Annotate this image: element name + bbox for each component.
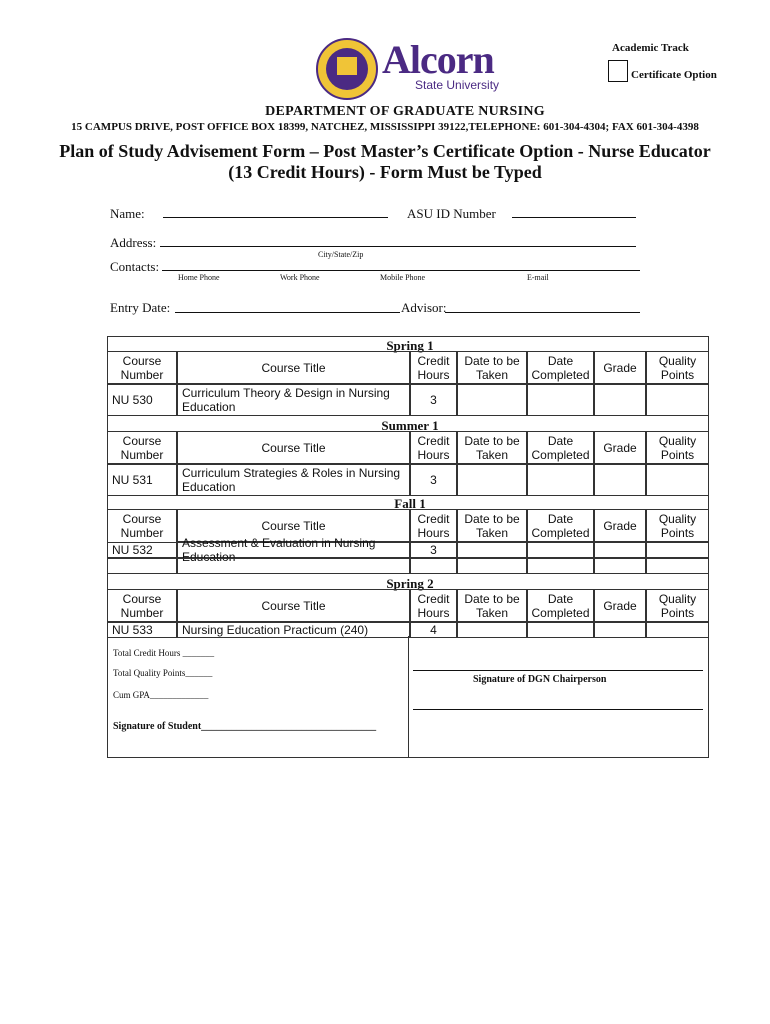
date-taken-cell[interactable] — [457, 384, 527, 416]
city-state-zip-hint: City/State/Zip — [318, 250, 364, 259]
empty-row-cell[interactable] — [107, 558, 177, 574]
empty-row-cell[interactable] — [594, 558, 646, 574]
date-completed-cell[interactable] — [527, 622, 594, 638]
entry-date-label: Entry Date: — [110, 300, 171, 315]
cum-gpa: Cum GPA_____________ — [113, 690, 209, 700]
form-title: Plan of Study Advisement Form – Post Master’s Certificate Option - Nurse Educator — [59, 141, 711, 161]
semester-label: Summer 1 — [381, 418, 439, 433]
column-header: Quality Points — [646, 431, 709, 464]
empty-row-cell[interactable] — [177, 558, 410, 574]
column-header: Credit Hours — [410, 351, 457, 384]
column-header: Grade — [594, 431, 646, 464]
quality-points-cell[interactable] — [646, 542, 709, 558]
quality-points-cell[interactable] — [646, 384, 709, 416]
quality-points-cell[interactable] — [646, 622, 709, 638]
form-subtitle: (13 Credit Hours) - Form Must be Typed — [228, 162, 542, 182]
semester-label: Fall 1 — [394, 496, 426, 511]
certificate-option-label: Certificate Option — [631, 69, 717, 81]
column-header: Course Title — [177, 431, 410, 464]
credit-hours-cell: 4 — [410, 622, 457, 638]
course-title-cell: Nursing Education Practicum (240) — [177, 622, 410, 638]
address-field[interactable] — [160, 246, 636, 247]
empty-row-cell[interactable] — [457, 558, 527, 574]
student-signature: Signature of Student___________________________________ — [113, 721, 377, 732]
dgn-signature-line[interactable] — [413, 670, 703, 671]
column-header: Grade — [594, 351, 646, 384]
column-header: Date Completed — [527, 589, 594, 622]
empty-row-cell[interactable] — [646, 558, 709, 574]
date-completed-cell[interactable] — [527, 464, 594, 496]
address-label: Address: — [110, 235, 157, 250]
date-taken-cell[interactable] — [457, 464, 527, 496]
work-phone-hint: Work Phone — [280, 273, 320, 282]
semester-label: Spring 2 — [386, 576, 434, 591]
department-address: 15 CAMPUS DRIVE, POST OFFICE BOX 18399, NATCHEZ, MISSISSIPPI 39122,TELEPHONE: 601-304-4304; FAX 601-304-4398 — [71, 121, 699, 133]
column-header: Date to be Taken — [457, 431, 527, 464]
credit-hours-cell: 3 — [410, 464, 457, 496]
university-seal-logo — [316, 38, 378, 100]
totals-divider — [408, 636, 409, 758]
column-header: Course Title — [177, 509, 410, 542]
asu-id-field[interactable] — [512, 217, 636, 218]
column-header: Quality Points — [646, 351, 709, 384]
grade-cell[interactable] — [594, 384, 646, 416]
empty-row-cell[interactable] — [410, 558, 457, 574]
column-header: Course Title — [177, 351, 410, 384]
advisor-field[interactable] — [445, 312, 640, 313]
column-header: Date Completed — [527, 509, 594, 542]
column-header: Credit Hours — [410, 589, 457, 622]
date-completed-cell[interactable] — [527, 542, 594, 558]
course-title-cell: Assessment & Evaluation in Nursing Education — [177, 542, 410, 558]
date-completed-cell[interactable] — [527, 384, 594, 416]
advisor-label: Advisor: — [401, 300, 447, 315]
email-hint: E-mail — [527, 273, 549, 282]
name-field[interactable] — [163, 217, 388, 218]
date-taken-cell[interactable] — [457, 622, 527, 638]
course-number-cell: NU 532 — [107, 542, 177, 558]
course-number-cell: NU 531 — [107, 464, 177, 496]
column-header: Date to be Taken — [457, 589, 527, 622]
entry-date-field[interactable] — [175, 312, 400, 313]
grade-cell[interactable] — [594, 464, 646, 496]
column-header: Date Completed — [527, 431, 594, 464]
name-label: Name: — [110, 206, 145, 221]
column-header: Course Number — [107, 589, 177, 622]
department-heading: DEPARTMENT OF GRADUATE NURSING — [265, 104, 545, 119]
column-header: Course Number — [107, 509, 177, 542]
grade-cell[interactable] — [594, 622, 646, 638]
academic-track-label: Academic Track — [612, 42, 689, 54]
column-header: Credit Hours — [410, 509, 457, 542]
grade-cell[interactable] — [594, 542, 646, 558]
credit-hours-cell: 3 — [410, 542, 457, 558]
asu-id-label: ASU ID Number — [407, 206, 496, 221]
credit-hours-cell: 3 — [410, 384, 457, 416]
column-header: Course Title — [177, 589, 410, 622]
column-header: Date to be Taken — [457, 509, 527, 542]
course-title-cell: Curriculum Theory & Design in Nursing Education — [177, 384, 410, 416]
empty-row-cell[interactable] — [527, 558, 594, 574]
logo-wordmark: Alcorn — [382, 37, 494, 82]
column-header: Quality Points — [646, 509, 709, 542]
contacts-label: Contacts: — [110, 259, 160, 274]
total-credit-hours: Total Credit Hours _______ — [113, 648, 215, 658]
course-title-cell: Curriculum Strategies & Roles in Nursing Education — [177, 464, 410, 496]
quality-points-cell[interactable] — [646, 464, 709, 496]
date-taken-cell[interactable] — [457, 542, 527, 558]
course-number-cell: NU 530 — [107, 384, 177, 416]
semester-label: Spring 1 — [386, 338, 434, 353]
home-phone-hint: Home Phone — [178, 273, 220, 282]
column-header: Grade — [594, 509, 646, 542]
column-header: Grade — [594, 589, 646, 622]
column-header: Course Number — [107, 431, 177, 464]
dgn-date-line[interactable] — [413, 709, 703, 710]
total-quality-points: Total Quality Points______ — [113, 668, 213, 678]
column-header: Credit Hours — [410, 431, 457, 464]
column-header: Course Number — [107, 351, 177, 384]
column-header: Quality Points — [646, 589, 709, 622]
contacts-field[interactable] — [162, 270, 640, 271]
column-header: Date Completed — [527, 351, 594, 384]
column-header: Date to be Taken — [457, 351, 527, 384]
logo-subtitle: State University — [415, 78, 500, 92]
mobile-phone-hint: Mobile Phone — [380, 273, 426, 282]
certificate-option-checkbox[interactable] — [608, 60, 628, 82]
course-number-cell: NU 533 — [107, 622, 177, 638]
dgn-signature-label: Signature of DGN Chairperson — [473, 674, 607, 685]
